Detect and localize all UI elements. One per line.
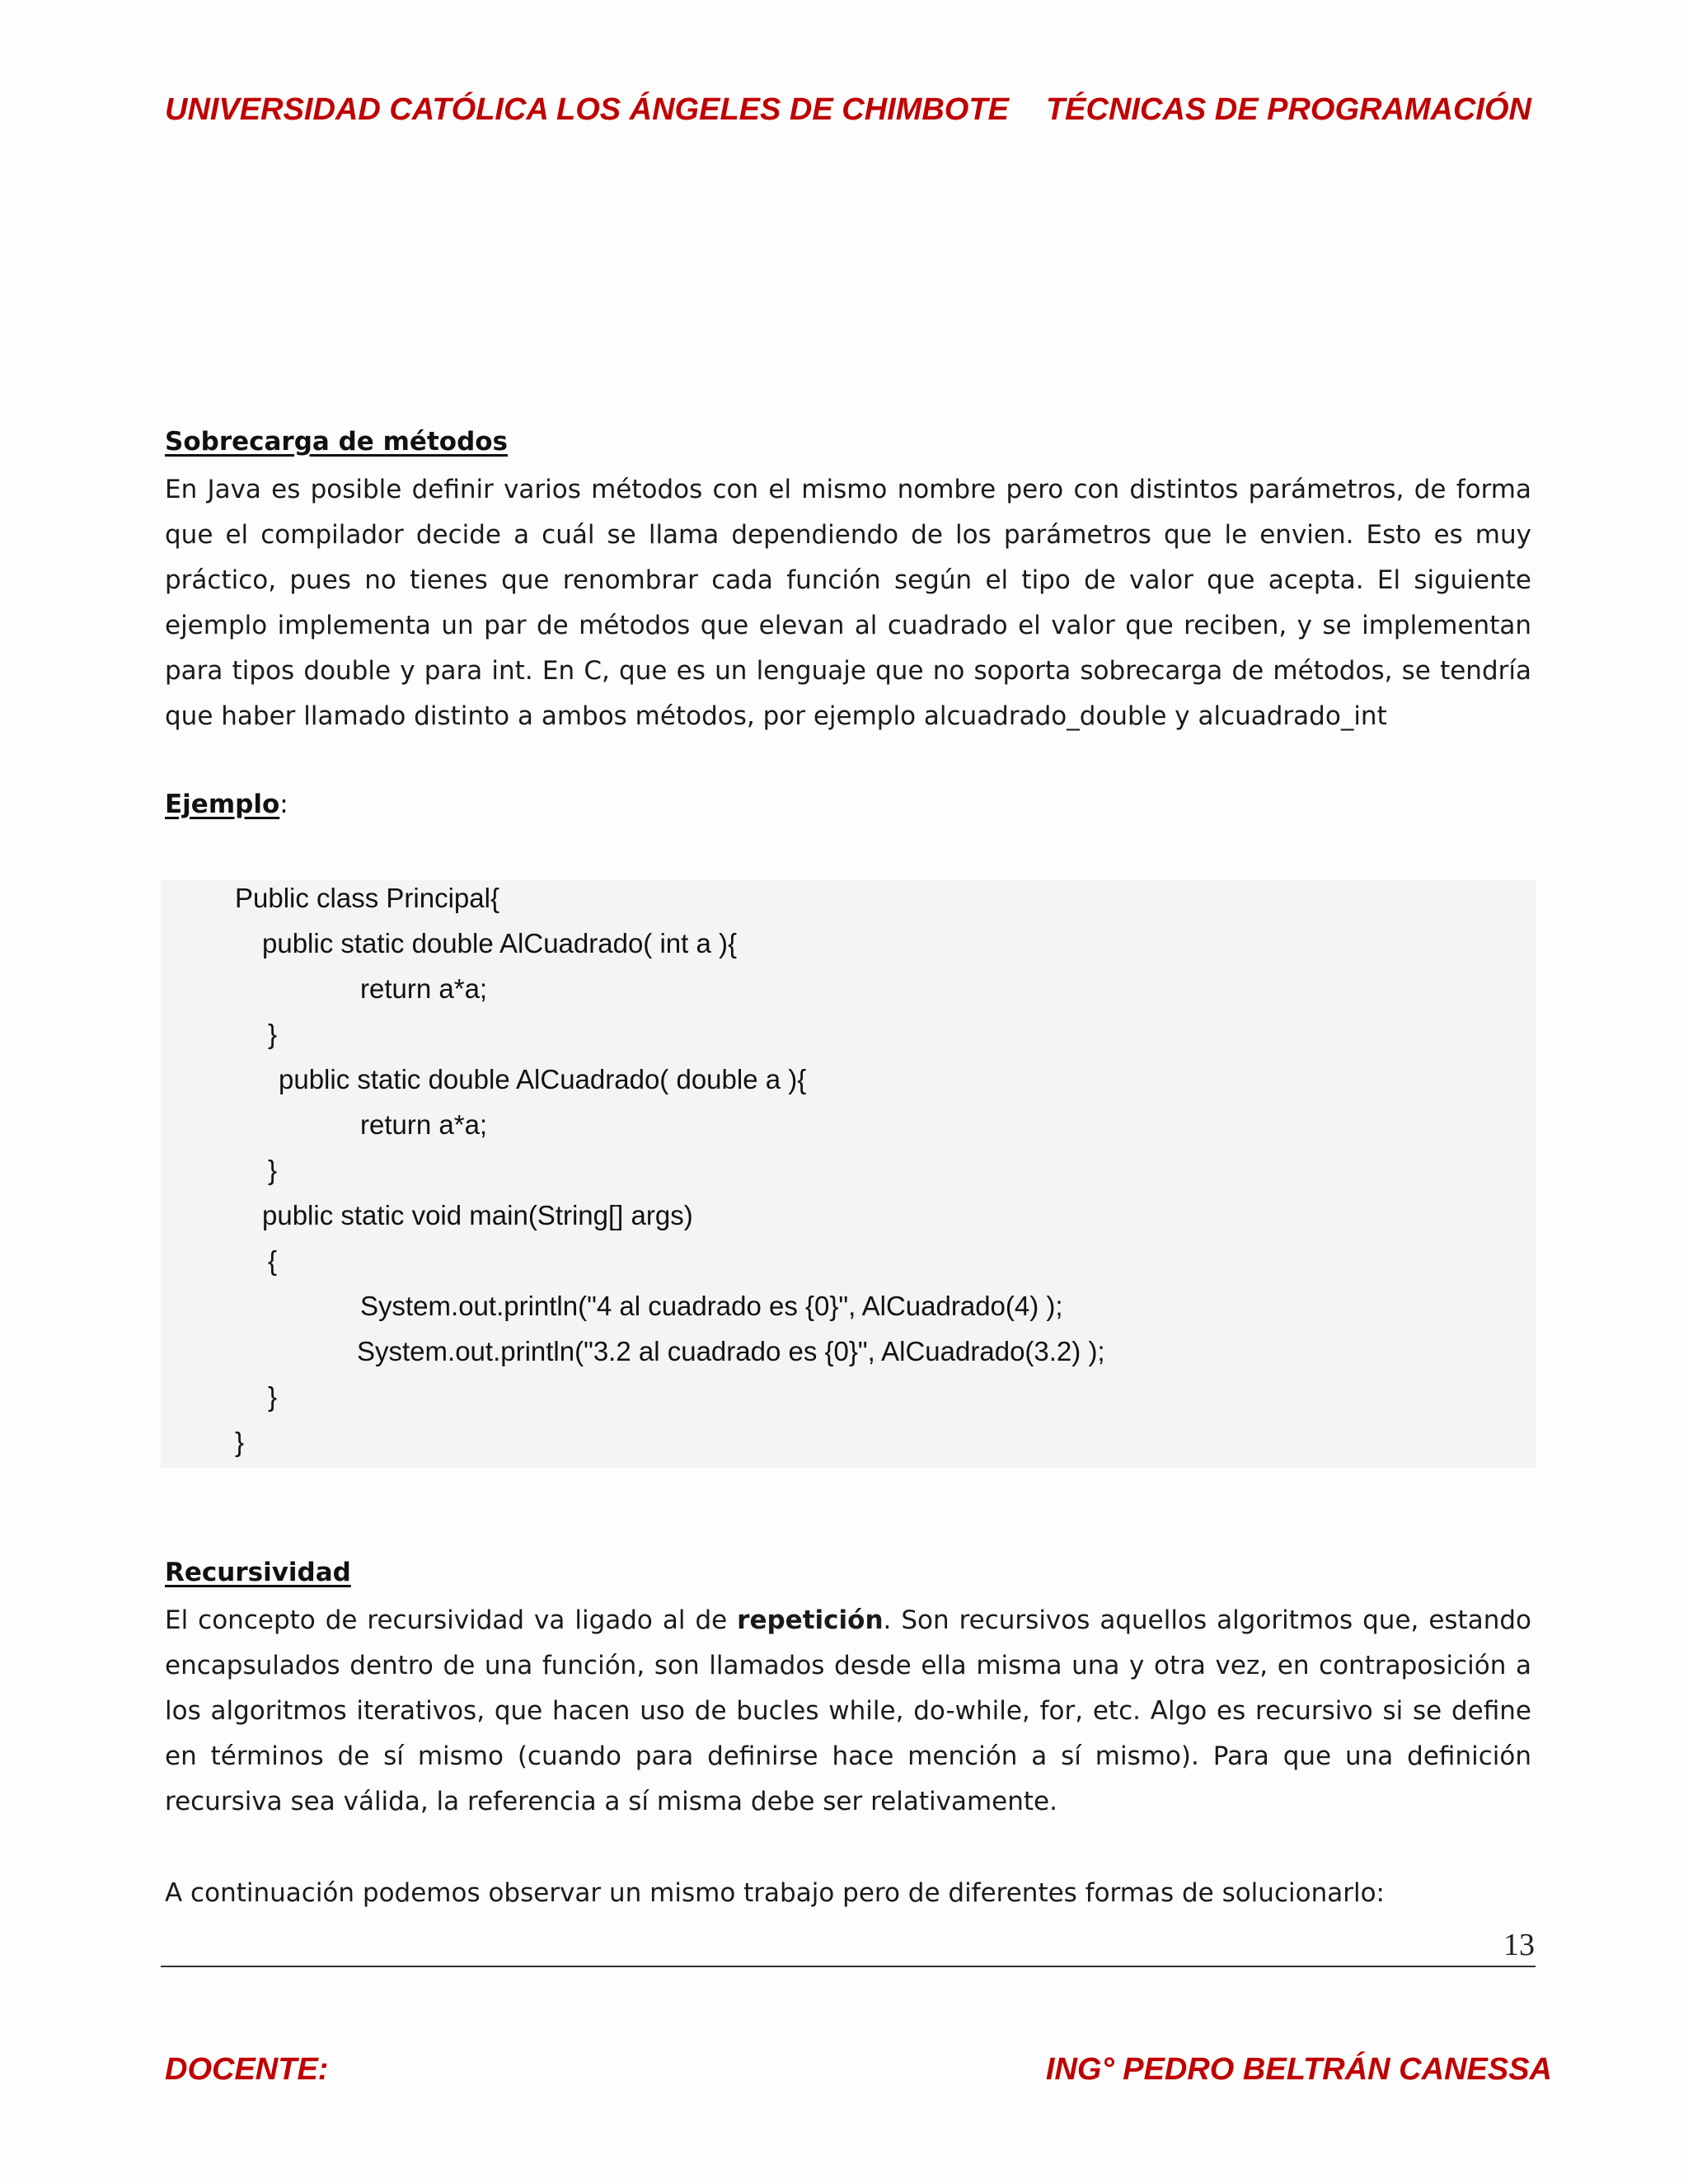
section-title-overload: Sobrecarga de métodos — [165, 427, 509, 457]
code-line: { — [268, 1245, 278, 1276]
code-line: } — [268, 1381, 278, 1412]
code-line: } — [268, 1019, 278, 1049]
code-line: public static double AlCuadrado( int a ){ — [262, 928, 738, 958]
code-line: public static double AlCuadrado( double a ){ — [279, 1064, 807, 1094]
header-university: UNIVERSIDAD CATÓLICA LOS ÁNGELES DE CHIMBOTE — [165, 92, 1009, 127]
header-course: TÉCNICAS DE PROGRAMACIÓN — [1045, 92, 1531, 127]
code-line: } — [235, 1427, 245, 1457]
example-label: Ejemplo — [165, 790, 280, 819]
recursion-bold-term: repetición — [737, 1605, 884, 1635]
example-label-row — [165, 790, 288, 819]
recursion-text-start: El concepto de recursividad va ligado al de — [165, 1605, 738, 1635]
code-line: return a*a; — [360, 973, 488, 1004]
recursion-text-end: . Son recursivos aquellos algoritmos que, estando encapsulados dentro de una función, son llamados desde ella misma una y otra vez, en contraposición a los algoritmos iterativos, que hacen uso de bucles while, do-while, for, etc. Algo es recursivo si se define en términos de sí mismo (cuando para definirse hace mención a sí mismo). Para que una definición recursiva sea válida, la referencia a sí misma debe ser relativamente. — [165, 1605, 1532, 1816]
code-line: return a*a; — [360, 1109, 488, 1140]
code-line: System.out.println("4 al cuadrado es {0}", AlCuadrado(4) ); — [360, 1291, 1063, 1321]
footer-teacher-name: ING° PEDRO BELTRÁN CANESSA — [1045, 2052, 1552, 2087]
page-number: 13 — [1503, 1928, 1535, 1962]
section-body-recursion — [165, 1598, 1531, 1825]
code-example-block — [161, 880, 1536, 1468]
code-line: } — [268, 1155, 278, 1185]
section-body-overload: En Java es posible definir varios métodos con el mismo nombre pero con distintos parámetros, de forma que el compilador decide a cuál se llama dependiendo de los parámetros que le envien. Esto es muy práctico, pues no tienes que renombrar cada función según el tipo de valor que acepta. El siguiente ejemplo implementa un par de métodos que elevan al cuadrado el valor que reciben, y se implementan para tipos double y para int. En C, que es un lenguaje que no soporta sobrecarga de métodos, se tendría que haber llamado distinto a ambos métodos, por ejemplo alcuadrado_double y alcuadrado_int — [165, 475, 1531, 731]
example-colon: : — [279, 790, 288, 819]
code-line: Public class Principal{ — [235, 883, 499, 913]
footer-teacher-label: DOCENTE: — [165, 2052, 329, 2087]
code-line: public static void main(String[] args) — [262, 1200, 693, 1230]
section-title-recursion: Recursividad — [165, 1558, 351, 1587]
recursion-continuation: A continuación podemos observar un mismo trabajo pero de diferentes formas de solucionarlo: — [165, 1878, 1385, 1908]
footer-divider — [161, 1966, 1536, 1967]
code-line: System.out.println("3.2 al cuadrado es {0}", AlCuadrado(3.2) ); — [357, 1336, 1105, 1366]
